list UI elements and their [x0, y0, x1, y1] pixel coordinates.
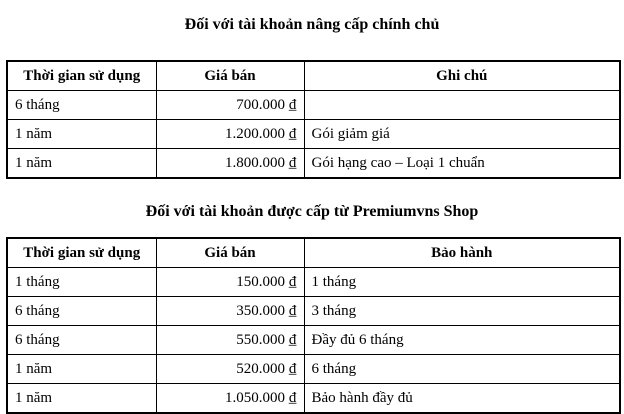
table-row — [7, 91, 620, 120]
column-header-price: Giá bán — [156, 61, 304, 91]
cell-price: 350.000 ₫ — [156, 297, 304, 326]
table-row — [7, 149, 620, 179]
cell-duration: 6 tháng — [7, 326, 156, 355]
cell-warranty: Đầy đủ 6 tháng — [304, 326, 620, 355]
section-title-upgrade-account: Đối với tài khoản nâng cấp chính chủ — [184, 16, 440, 33]
cell-duration: 6 tháng — [7, 297, 156, 326]
cell-price: 1.050.000 ₫ — [156, 384, 304, 414]
column-header-price: Giá bán — [156, 238, 304, 268]
cell-note: Gói giảm giá — [304, 120, 620, 149]
cell-price: 700.000 ₫ — [156, 91, 304, 120]
column-header-note: Ghi chú — [304, 61, 620, 91]
cell-duration: 1 năm — [7, 120, 156, 149]
cell-duration: 1 năm — [7, 355, 156, 384]
cell-duration: 1 tháng — [7, 268, 156, 297]
cell-duration: 6 tháng — [7, 91, 156, 120]
table-row — [7, 297, 620, 326]
cell-price: 520.000 ₫ — [156, 355, 304, 384]
pricing-table-shop-account — [6, 237, 621, 414]
table-header-row — [7, 61, 620, 91]
column-header-warranty: Bảo hành — [304, 238, 620, 268]
cell-price: 1.800.000 ₫ — [156, 149, 304, 179]
table-row — [7, 268, 620, 297]
table-row — [7, 355, 620, 384]
cell-duration: 1 năm — [7, 149, 156, 179]
cell-warranty: Bảo hành đầy đủ — [304, 384, 620, 414]
column-header-duration: Thời gian sử dụng — [7, 238, 156, 268]
cell-note — [304, 91, 620, 120]
cell-price: 150.000 ₫ — [156, 268, 304, 297]
cell-warranty: 6 tháng — [304, 355, 620, 384]
cell-note: Gói hạng cao – Loại 1 chuẩn — [304, 149, 620, 179]
table-row — [7, 120, 620, 149]
cell-price: 1.200.000 ₫ — [156, 120, 304, 149]
section-title-shop-account: Đối với tài khoản được cấp từ Premiumvns Shop — [145, 203, 479, 220]
table-header-row — [7, 238, 620, 268]
table-row — [7, 326, 620, 355]
cell-warranty: 1 tháng — [304, 268, 620, 297]
cell-warranty: 3 tháng — [304, 297, 620, 326]
cell-duration: 1 năm — [7, 384, 156, 414]
pricing-table-upgrade-account — [6, 60, 621, 179]
table-row — [7, 384, 620, 414]
column-header-duration: Thời gian sử dụng — [7, 61, 156, 91]
cell-price: 550.000 ₫ — [156, 326, 304, 355]
